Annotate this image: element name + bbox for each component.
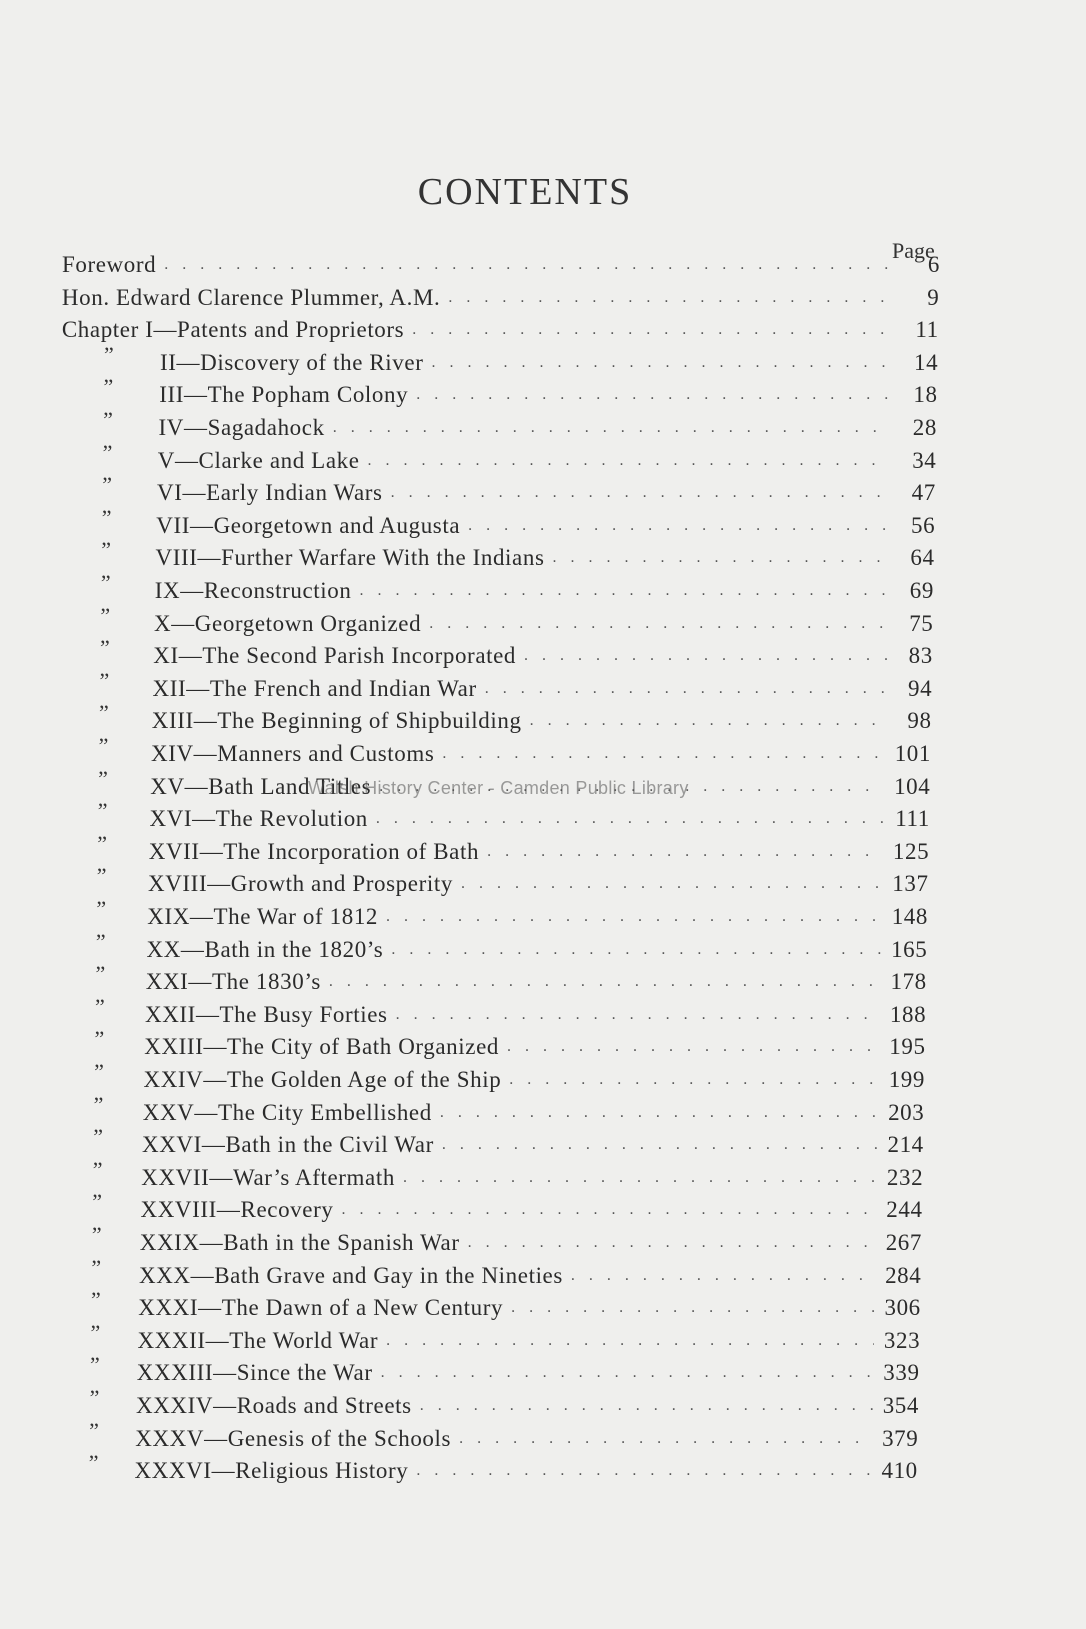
ditto-mark: ”: [91, 1222, 102, 1247]
ditto-mark: ”: [90, 1352, 100, 1378]
toc-entry[interactable]: [149, 835, 929, 865]
library-watermark: Walsh History Center - Camden Public Library: [308, 778, 689, 798]
toc-entry-title: XVIII—Growth and Prosperity: [148, 871, 453, 897]
toc-entry-title: XVII—The Incorporation of Bath: [148, 838, 480, 864]
toc-entry-title: XXXIV—Roads and Streets: [136, 1393, 412, 1418]
toc-entry-page: 148: [891, 904, 928, 929]
toc-entry[interactable]: [136, 1389, 919, 1419]
dot-leader: [341, 1201, 876, 1223]
toc-entry-page: 111: [895, 806, 930, 832]
ditto-mark: ”: [94, 1026, 105, 1052]
ditto-mark: ”: [100, 570, 111, 595]
toc-entry-title: XIII—The Beginning of Shipbuilding: [151, 708, 522, 734]
toc-entry[interactable]: [147, 933, 928, 963]
toc-entry-title: XXII—The Busy Forties: [145, 1001, 388, 1027]
toc-entry[interactable]: [155, 574, 934, 604]
ditto-mark: ”: [88, 1450, 99, 1476]
toc-entry[interactable]: [157, 476, 936, 506]
toc-entry-title: XXVI—Bath in the Civil War: [142, 1132, 434, 1158]
dot-leader: [376, 810, 884, 832]
toc-entry[interactable]: [141, 1161, 923, 1191]
dot-leader: [530, 712, 886, 734]
toc-entry[interactable]: [135, 1422, 918, 1452]
dot-leader: [442, 1136, 878, 1158]
toc-entry[interactable]: [135, 1454, 918, 1484]
toc-entry-page: 165: [891, 936, 928, 962]
toc-entry[interactable]: [154, 607, 933, 637]
toc-entry-title: XIX—The War of 1812: [147, 904, 379, 929]
toc-entry-page: 306: [884, 1295, 921, 1321]
toc-entry-title: XXXI—The Dawn of a New Century: [138, 1295, 504, 1321]
dot-leader: [461, 875, 883, 897]
ditto-mark: ”: [103, 407, 113, 432]
ditto-mark: ”: [100, 602, 111, 628]
toc-entry[interactable]: [62, 313, 939, 343]
dot-leader: [386, 908, 882, 930]
ditto-mark: ”: [95, 961, 106, 987]
toc-entry[interactable]: [146, 965, 927, 995]
toc-entry-page: 56: [910, 512, 936, 538]
toc-entry-page: 284: [885, 1262, 922, 1288]
toc-entry-page: 34: [912, 447, 937, 473]
ditto-mark: ”: [98, 765, 108, 791]
dot-leader: [420, 1397, 873, 1419]
toc-entry-page: 199: [888, 1067, 925, 1092]
toc-entry-title: XXX—Bath Grave and Gay in the Nineties: [139, 1262, 563, 1288]
toc-entry[interactable]: [153, 672, 933, 702]
toc-entry-page: 101: [894, 741, 931, 766]
toc-entry-page: 125: [892, 838, 930, 864]
toc-entry-title: Foreword: [62, 252, 157, 277]
toc-entry-title: XV—Bath Land Titles: [150, 773, 372, 799]
toc-entry[interactable]: [153, 639, 933, 669]
ditto-mark: ”: [101, 537, 112, 563]
toc-entry-page: 9: [927, 284, 940, 310]
toc-entry-title: XXVIII—Recovery: [140, 1197, 334, 1223]
toc-entry-title: IX—Reconstruction: [154, 578, 352, 603]
toc-entry-page: 323: [883, 1327, 921, 1353]
toc-entry[interactable]: [62, 248, 940, 278]
toc-entry-title: Hon. Edward Clarence Plummer, A.M.: [61, 284, 441, 310]
ditto-mark: ”: [98, 733, 109, 758]
toc-entry[interactable]: [142, 1128, 924, 1158]
toc-entry[interactable]: [138, 1324, 921, 1354]
toc-entry[interactable]: [160, 346, 938, 376]
ditto-mark: ”: [95, 993, 105, 1019]
toc-entry-title: XXIII—The City of Bath Organized: [144, 1034, 499, 1060]
ditto-mark: ”: [101, 504, 112, 530]
toc-entry-page: 98: [907, 708, 932, 734]
toc-entry-page: 410: [881, 1458, 918, 1484]
toc-entry[interactable]: [144, 1030, 925, 1060]
ditto-mark: ”: [91, 1254, 102, 1280]
dot-leader: [468, 1234, 876, 1256]
dot-leader: [359, 582, 888, 604]
toc-entry[interactable]: [138, 1291, 921, 1321]
ditto-mark: ”: [95, 928, 106, 954]
dot-leader: [431, 354, 892, 376]
ditto-mark: ”: [102, 439, 113, 465]
ditto-mark: ”: [90, 1319, 101, 1345]
toc-entry-page: 188: [889, 1001, 927, 1027]
ditto-mark: ”: [104, 341, 114, 367]
toc-entry-title: XXXV—Genesis of the Schools: [135, 1425, 452, 1451]
toc-entry-page: 83: [908, 643, 933, 669]
dot-leader: [511, 1299, 875, 1321]
toc-entry[interactable]: [156, 541, 935, 571]
toc-entry-title: XXXIII—Since the War: [136, 1360, 373, 1386]
toc-entry[interactable]: [159, 378, 937, 408]
toc-entry[interactable]: [152, 704, 932, 734]
toc-entry[interactable]: [62, 281, 939, 311]
page-column-header: Page: [892, 238, 935, 263]
ditto-mark: ”: [94, 1059, 104, 1084]
toc-entry-page: 267: [885, 1230, 922, 1255]
ditto-mark: ”: [99, 635, 110, 661]
toc-entry-page: 232: [886, 1164, 924, 1190]
dot-leader: [416, 386, 891, 408]
dot-leader: [391, 941, 881, 963]
toc-entry[interactable]: [150, 802, 930, 832]
dot-leader: [333, 419, 891, 441]
dot-leader: [509, 1071, 879, 1093]
toc-entry-title: XX—Bath in the 1820’s: [146, 936, 384, 962]
dot-leader: [368, 452, 891, 474]
toc-entry-title: X—Georgetown Organized: [154, 610, 422, 636]
ditto-mark: ”: [92, 1189, 103, 1215]
ditto-mark: ”: [93, 1124, 103, 1150]
ditto-mark: ”: [89, 1417, 99, 1443]
toc-entry[interactable]: [143, 1096, 925, 1126]
ditto-mark: ”: [93, 1091, 104, 1117]
toc-entry-page: 203: [888, 1099, 925, 1125]
toc-entry[interactable]: [159, 411, 938, 441]
dot-leader: [448, 289, 893, 311]
toc-entry-page: 214: [887, 1132, 924, 1158]
dot-leader: [507, 1038, 880, 1060]
toc-entry[interactable]: [151, 737, 931, 767]
toc-entry-page: 339: [883, 1360, 920, 1386]
toc-entry[interactable]: [148, 867, 929, 897]
toc-entry-page: 28: [912, 415, 937, 440]
toc-entry-title: VI—Early Indian Wars: [157, 480, 383, 506]
toc-entry-title: XXXII—The World War: [137, 1327, 379, 1353]
ditto-mark: ”: [96, 863, 107, 889]
toc-entry[interactable]: [139, 1259, 921, 1289]
toc-entry-page: 75: [909, 610, 934, 636]
toc-entry-page: 64: [910, 545, 935, 571]
toc-entry-title: XXI—The 1830’s: [145, 969, 321, 995]
toc-entry-page: 178: [890, 969, 927, 995]
toc-entry-page: 354: [882, 1393, 919, 1418]
toc-entry[interactable]: [158, 444, 937, 474]
dot-leader: [329, 973, 881, 995]
toc-entry-page: 244: [886, 1197, 923, 1223]
toc-entry-page: 379: [882, 1425, 919, 1451]
ditto-mark: ”: [103, 374, 114, 400]
dot-leader: [440, 1104, 879, 1126]
toc-entry[interactable]: [145, 998, 926, 1028]
toc-entry[interactable]: [156, 509, 935, 539]
ditto-mark: ”: [99, 700, 109, 726]
dot-leader: [485, 680, 886, 702]
ditto-mark: ”: [97, 830, 108, 856]
toc-entry-title: XIV—Manners and Customs: [151, 741, 435, 766]
ditto-mark: ”: [97, 798, 108, 824]
toc-entry-page: 6: [927, 252, 940, 277]
toc-entry-page: 18: [913, 382, 938, 408]
toc-entry-page: 47: [911, 480, 936, 506]
dot-leader: [164, 256, 894, 278]
toc-entry-page: 69: [909, 578, 934, 603]
toc-entry[interactable]: [140, 1226, 922, 1256]
ditto-mark: ”: [90, 1287, 101, 1313]
toc-entry-title: XXXVI—Religious History: [134, 1458, 409, 1484]
toc-entry-title: XXVII—War’s Aftermath: [141, 1164, 395, 1190]
dot-leader: [403, 1169, 877, 1191]
dot-leader: [429, 615, 887, 637]
toc-entry[interactable]: [147, 900, 928, 930]
toc-entry-page: 14: [913, 349, 939, 375]
dot-leader: [571, 1267, 875, 1289]
ditto-mark: ”: [102, 472, 112, 498]
toc-entry-title: II—Discovery of the River: [160, 349, 424, 375]
dot-leader: [396, 1006, 881, 1028]
toc-entry-title: XI—The Second Parish Incorporated: [153, 643, 517, 669]
toc-entry-title: Chapter I—Patents and Proprietors: [61, 317, 405, 343]
toc-entry-page: 137: [892, 871, 929, 897]
dot-leader: [386, 1332, 874, 1354]
dot-leader: [487, 843, 883, 865]
ditto-mark: ”: [96, 896, 107, 921]
toc-entry[interactable]: [137, 1356, 920, 1386]
toc-entry-page: 11: [915, 317, 939, 343]
dot-leader: [524, 647, 887, 669]
dot-leader: [381, 1364, 874, 1386]
dot-leader: [391, 484, 890, 506]
dot-leader: [442, 745, 885, 767]
toc-entry-title: V—Clarke and Lake: [157, 447, 360, 473]
toc-entry-title: III—The Popham Colony: [159, 382, 409, 408]
page-title: CONTENTS: [417, 171, 633, 213]
ditto-mark: ”: [92, 1156, 103, 1182]
ditto-mark: ”: [99, 667, 110, 693]
toc-entry[interactable]: [144, 1063, 926, 1093]
toc-entry-title: IV—Sagadahock: [158, 415, 325, 440]
dot-leader: [416, 1462, 871, 1484]
dot-leader: [553, 549, 889, 571]
toc-entry-title: VIII—Further Warfare With the Indians: [155, 545, 545, 571]
dot-leader: [468, 517, 889, 539]
dot-leader: [412, 321, 893, 343]
toc-entry-page: 94: [907, 675, 933, 701]
toc-entry[interactable]: [141, 1193, 923, 1223]
ditto-mark: ”: [89, 1385, 100, 1410]
dot-leader: [459, 1430, 872, 1452]
toc-entry-title: VII—Georgetown and Augusta: [156, 512, 461, 538]
toc-entry-title: XVI—The Revolution: [149, 806, 368, 832]
toc-entry-title: XXIX—Bath in the Spanish War: [139, 1230, 460, 1255]
toc-entry-title: XXIV—The Golden Age of the Ship: [143, 1067, 502, 1092]
toc-entry-title: XXV—The City Embellished: [142, 1099, 432, 1125]
toc-entry-title: XII—The French and Indian War: [152, 675, 477, 701]
toc-entry-page: 104: [894, 773, 931, 799]
toc-entry-page: 195: [889, 1034, 926, 1060]
